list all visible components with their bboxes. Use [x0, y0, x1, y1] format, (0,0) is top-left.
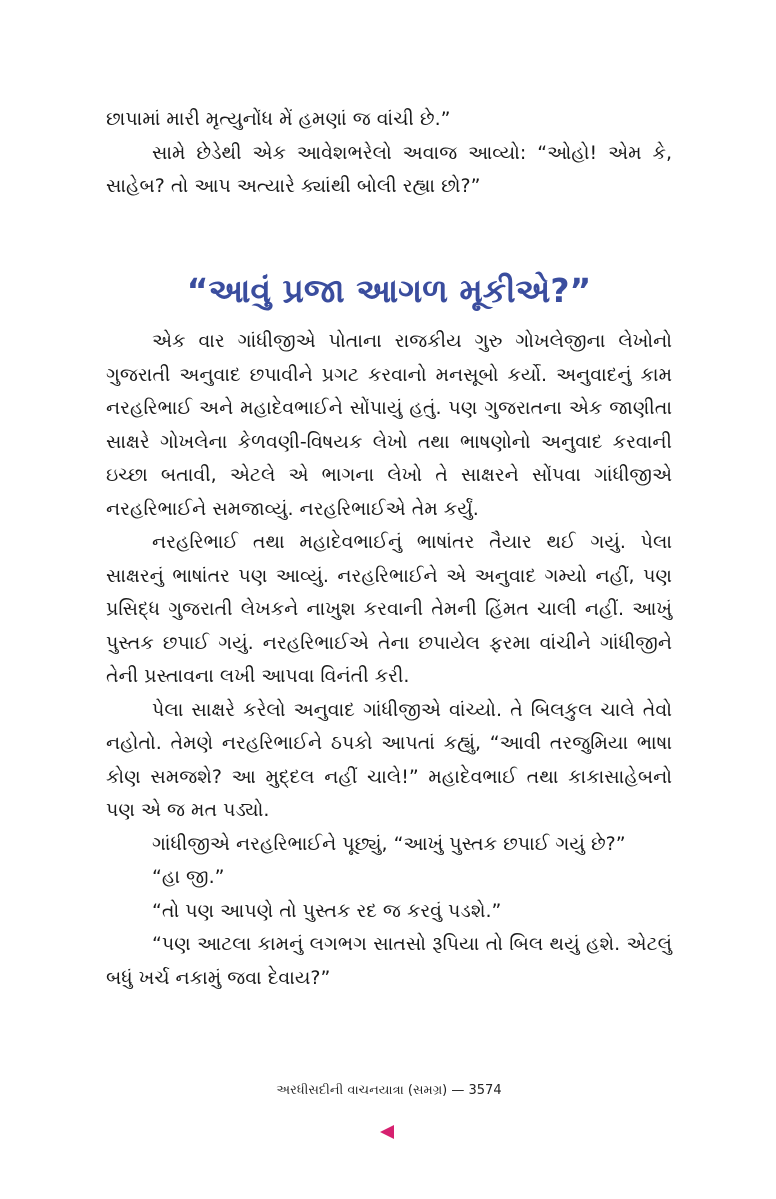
paragraph-7: “પણ આટલા કામનું લગભગ સાતસો રૂપિયા તો બિલ થયું હશે. એટલું બધું ખર્ચ નકામું જવા દેવાય?”: [106, 933, 672, 989]
intro-line-1: છાપામાં મારી મૃત્યુનોંધ મેં હમણાં જ વાંચી છે.”: [106, 108, 451, 130]
paragraph-6: “તો પણ આપણે તો પુસ્તક રદ જ કરવું પડશે.”: [152, 899, 502, 922]
intro-line-2: સામે છેડેથી એક આવેશભરેલો અવાજ આવ્યો: “ઓહો! એમ કે, સાહેબ? તો આપ અત્યારે ક્યાંથી બોલી રહ્યા છો?”: [106, 141, 672, 197]
intro-text: [106, 103, 672, 204]
section-heading: “આવું પ્રજા આગળ મૂકીએ?”: [186, 271, 592, 310]
paragraph-4: ગાંધીજીએ નરહરિભાઈને પૂછ્યું, “આખું પુસ્તક છપાઈ ગયું છે?”: [152, 832, 626, 855]
page-footer: અરધીસદીની વાચનયાત્રા (સમગ્ર) — 3574: [276, 1083, 502, 1098]
paragraph-2: નરહરિભાઈ તથા મહાદેવભાઈનું ભાષાંતર તૈયાર થઈ ગયું. પેલા સાક્ષરનું ભાષાંતર પણ આવ્યું. નરહરિભાઈને એ અનુવાદ ગમ્યો નહીં, પણ પ્રસિદ્ધ ગુજરાતી લેખકને નાખુશ કરવાની તેમની હિંમત ચાલી નહીં. આખું પુસ્તક છપાઈ ગયું. નરહરિભાઈએ તેના છપાયેલ ફરમા વાંચીને ગાંધીજીને તેની પ્રસ્તાવના લખી આપવા વિનંતી કરી.: [106, 531, 672, 687]
paragraph-5: “હા જી.”: [152, 866, 225, 888]
story-text: [106, 325, 672, 995]
left-triangle-icon[interactable]: [380, 1125, 394, 1139]
paragraph-3: પેલા સાક્ષરે કરેલો અનુવાદ ગાંધીજીએ વાંચ્યો. તે બિલકુલ ચાલે તેવો નહોતો. તેમણે નરહરિભાઈને ઠપકો આપતાં કહ્યું, “આવી તરજુમિયા ભાષા કોણ સમજશે? આ મુદ્દલ નહીં ચાલે!” મહાદેવભાઈ તથા કાકાસાહેબનો પણ એ જ મત પડ્યો.: [106, 698, 672, 821]
paragraph-1: એક વાર ગાંધીજીએ પોતાના રાજકીય ગુરુ ગોખલેજીના લેખોનો ગુજરાતી અનુવાદ છપાવીને પ્રગટ કરવાનો મનસૂબો કર્યો. અનુવાદનું કામ નરહરિભાઈ અને મહાદેવભાઈને સોંપાયું હતું. પણ ગુજરાતના એક જાણીતા સાક્ષરે ગોખલેના કેળવણી-વિષયક લેખો તથા ભાષણોનો અનુવાદ કરવાની ઇચ્છા બતાવી, એટલે એ ભાગના લેખો તે સાક્ષરને સોંપવા ગાંધીજીએ નરહરિભાઈને સમજાવ્યું. નરહરિભાઈએ તેમ કર્યું.: [106, 330, 672, 520]
